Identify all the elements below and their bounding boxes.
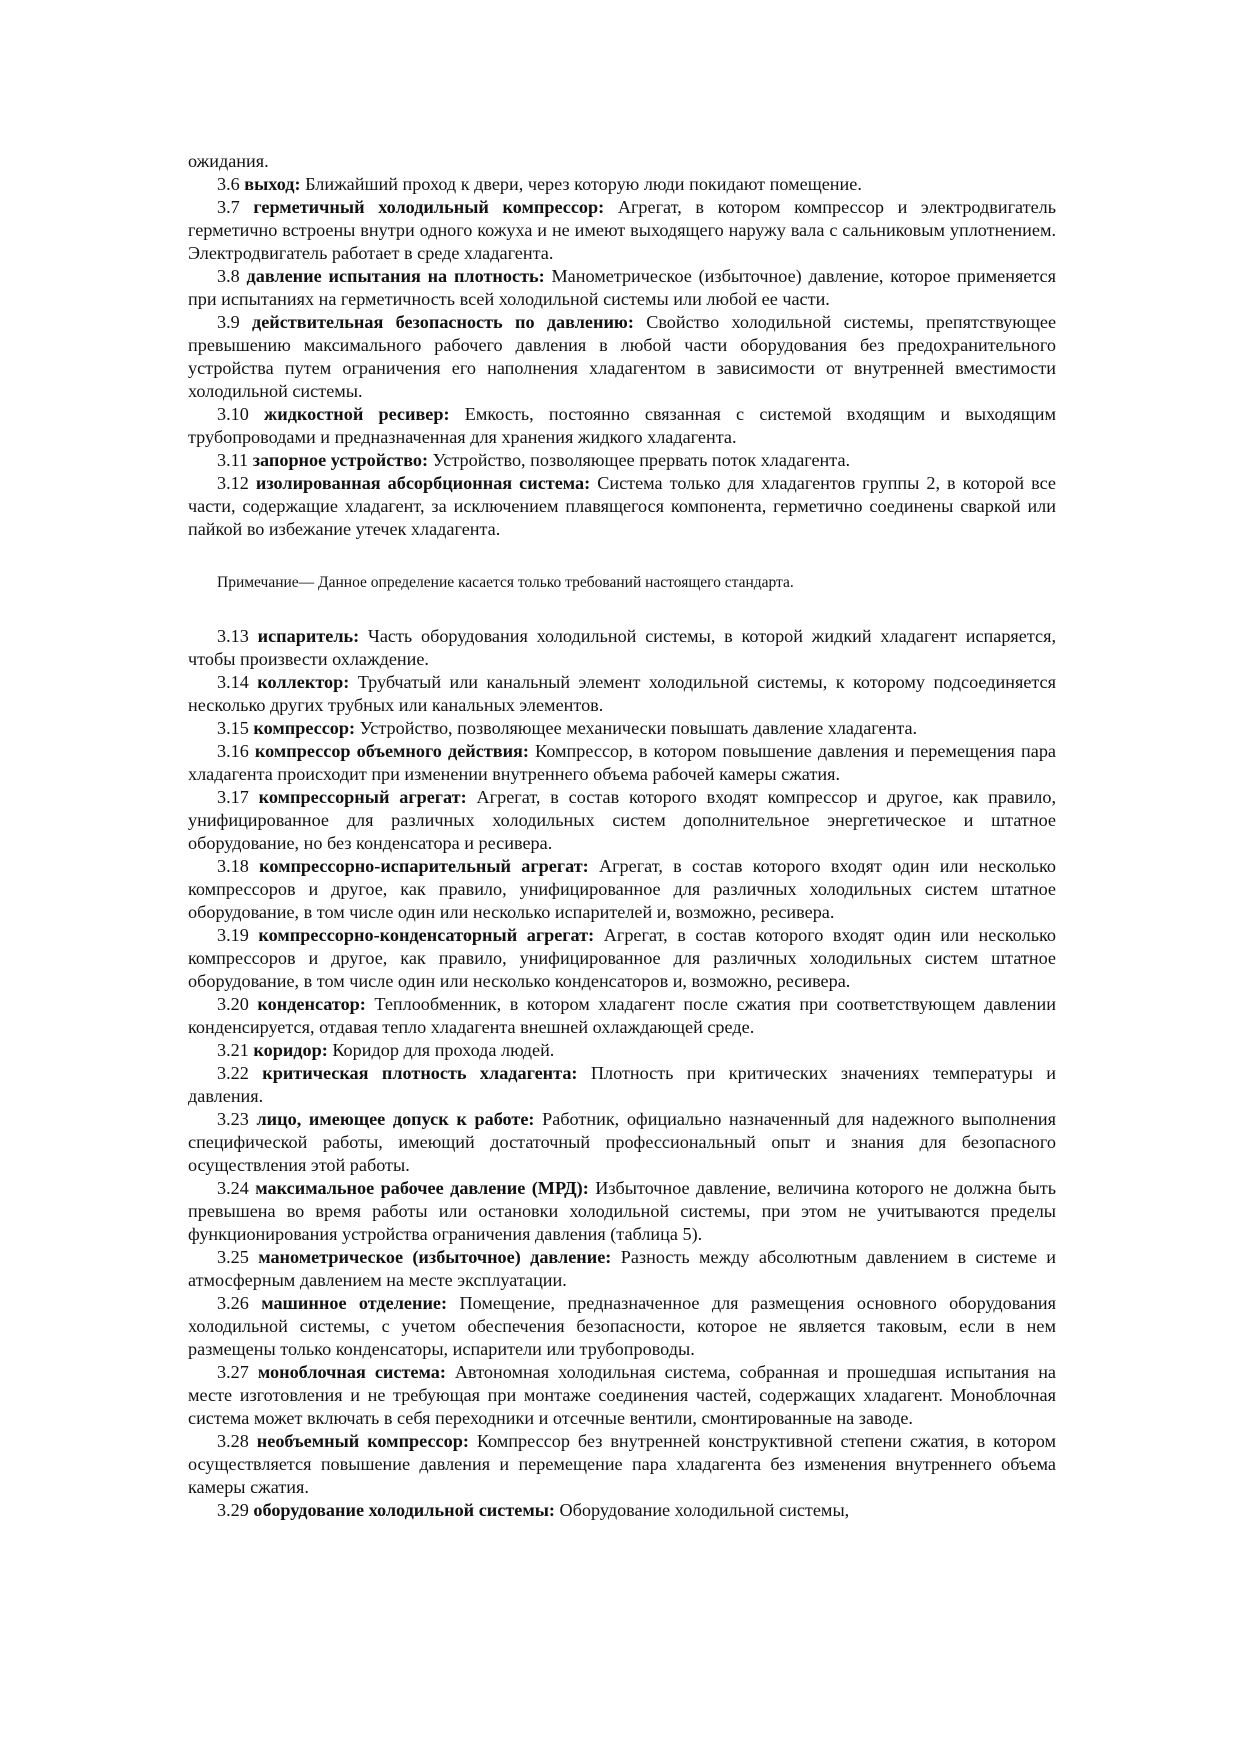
definition-number: 3.13	[217, 626, 249, 646]
note-text: Примечание— Данное определение касается только требований настоящего стандарта.	[217, 574, 794, 591]
definition-entry	[188, 924, 1056, 993]
definition-number: 3.20	[217, 994, 249, 1014]
definition-number: 3.10	[217, 404, 249, 424]
definition-entry	[188, 1292, 1056, 1361]
definition-term: коллектор:	[257, 672, 350, 692]
definition-text: Коридор для прохода людей.	[332, 1040, 555, 1060]
definition-entry	[188, 855, 1056, 924]
definition-text: Трубчатый или канальный элемент холодильной системы, к которому подсоединяется несколько других трубных или канальных элементов.	[188, 672, 1056, 715]
definition-number: 3.27	[217, 1362, 249, 1382]
definition-term: оборудование холодильной системы:	[253, 1500, 555, 1520]
definition-number: 3.23	[217, 1109, 249, 1129]
definition-text: Плотность при критических значениях температуры и давления.	[188, 1063, 1056, 1106]
definitions-before-note	[188, 173, 1056, 541]
definition-entry	[188, 403, 1056, 449]
definition-number: 3.17	[217, 787, 249, 807]
definition-text: Агрегат, в состав которого входят компрессор и другое, как правило, унифицированное для различных холодильных систем дополнительное энергетическое и штатное оборудование, но без конденсатора и ресивера.	[188, 787, 1057, 853]
definition-text: Емкость, постоянно связанная с системой входящим и выходящим трубопроводами и предназначенная для хранения жидкого хладагента.	[188, 404, 1056, 447]
definition-term: критическая плотность хладагента:	[262, 1063, 578, 1083]
definition-term: герметичный холодильный компрессор:	[253, 197, 605, 217]
definition-number: 3.24	[217, 1178, 249, 1198]
definition-number: 3.22	[217, 1063, 249, 1083]
definition-text: Агрегат, в котором компрессор и электродвигатель герметично встроены внутри одного кожуха и не имеют выходящего наружу вала с сальниковым уплотнением. Электродвигатель работает в среде хладагента.	[188, 197, 1057, 263]
definition-term: жидкостной ресивер:	[264, 404, 450, 424]
definition-text: Компрессор без внутренней конструктивной степени сжатия, в котором осуществляется повышение давления и перемещение пара хладагента без изменения внутреннего объема камеры сжатия.	[188, 1431, 1057, 1497]
definition-entry	[188, 1361, 1056, 1430]
definition-text: Агрегат, в состав которого входят один или несколько компрессоров и другое, как правило, унифицированное для различных холодильных систем штатное оборудование, в том числе один или несколько конденсаторов и, возможно, ресивера.	[188, 925, 1056, 991]
document-page	[188, 150, 1056, 1522]
definition-term: манометрическое (избыточное) давление:	[258, 1247, 612, 1267]
definition-term: компрессорно-испарительный агрегат:	[259, 856, 589, 876]
definition-entry	[188, 993, 1056, 1039]
definition-term: действительная безопасность по давлению:	[252, 312, 634, 332]
definition-entry	[188, 1039, 1056, 1062]
definition-text: Автономная холодильная система, собранная и прошедшая испытания на месте изготовления и не требующая при монтаже соединения частей, содержащих хладагент. Моноблочная система может включать в себя переходники и отсечные вентили, смонтированные на заводе.	[188, 1362, 1056, 1428]
definition-entry	[188, 671, 1056, 717]
definition-text: Избыточное давление, величина которого не должна быть превышена во время работы или остановки холодильной системы, при этом не учитываются пределы функционирования устройства ограничения давления (таблица 5).	[188, 1178, 1057, 1244]
definition-entry	[188, 196, 1056, 265]
definition-number: 3.15	[217, 718, 249, 738]
definition-entry	[188, 717, 1056, 740]
definition-number: 3.14	[217, 672, 249, 692]
definition-text: Теплообменник, в котором хладагент после сжатия при соответствующем давлении конденсируется, отдавая тепло хладагента внешней охлаждающей среде.	[188, 994, 1056, 1037]
definition-number: 3.26	[217, 1293, 249, 1313]
definition-entry	[188, 265, 1056, 311]
definition-term: коридор:	[253, 1040, 328, 1060]
definition-entry	[188, 472, 1056, 541]
definition-number: 3.7	[217, 197, 240, 217]
definition-term: давление испытания на плотность:	[246, 266, 545, 286]
definition-entry	[188, 1177, 1056, 1246]
definitions-after-note	[188, 625, 1056, 1522]
definition-number: 3.12	[217, 473, 249, 493]
definition-text: Работник, официально назначенный для надежного выполнения специфической работы, имеющий достаточный профессиональный опыт и знания для безопасного осуществления этой работы.	[188, 1109, 1057, 1175]
definition-entry	[188, 625, 1056, 671]
definition-entry	[188, 740, 1056, 786]
definition-term: компрессор:	[253, 718, 356, 738]
definition-text: Оборудование холодильной системы,	[559, 1500, 850, 1520]
definition-text: Разность между абсолютным давлением в системе и атмосферным давлением на месте эксплуатации.	[188, 1247, 1057, 1290]
definition-number: 3.19	[217, 925, 249, 945]
definition-term: машинное отделение:	[261, 1293, 448, 1313]
definition-number: 3.28	[217, 1431, 249, 1451]
definition-text: Манометрическое (избыточное) давление, которое применяется при испытаниях на герметичность всей холодильной системы или любой ее части.	[188, 266, 1056, 309]
definition-term: компрессор объемного действия:	[254, 741, 529, 761]
definition-text: Агрегат, в состав которого входят один или несколько компрессоров и другое, как правило, унифицированное для различных холодильных систем штатное оборудование, в том числе один или несколько испарителей и, возможно, ресивера.	[188, 856, 1057, 922]
definition-term: необъемный компрессор:	[256, 1431, 469, 1451]
definition-text: Устройство, позволяющее механически повышать давление хладагента.	[359, 718, 918, 738]
definition-number: 3.21	[217, 1040, 249, 1060]
definition-text: Компрессор, в котором повышение давления и перемещения пара хладагента происходит при изменении внутреннего объема рабочей камеры сжатия.	[188, 741, 1056, 784]
definition-number: 3.11	[217, 450, 249, 470]
definition-entry	[188, 449, 1056, 472]
definition-entry	[188, 1499, 1056, 1522]
definition-text: Ближайший проход к двери, через которую люди покидают помещение.	[305, 174, 862, 194]
definition-number: 3.16	[217, 741, 249, 761]
definition-number: 3.25	[217, 1247, 249, 1267]
definition-term: изолированная абсорбционная система:	[255, 473, 591, 493]
definition-term: испаритель:	[257, 626, 360, 646]
definition-term: конденсатор:	[257, 994, 366, 1014]
definition-term: запорное устройство:	[252, 450, 429, 470]
definition-entry	[188, 786, 1056, 855]
continuation-text: ожидания.	[188, 151, 269, 171]
definition-text: Помещение, предназначенное для размещения основного оборудования холодильной системы, с учетом обеспечения безопасности, которое не является таковым, если в нем размещены только конденсаторы, испарители или трубопроводы.	[188, 1293, 1057, 1359]
definition-entry	[188, 1108, 1056, 1177]
definition-term: лицо, имеющее допуск к работе:	[256, 1109, 535, 1129]
definition-number: 3.6	[217, 174, 240, 194]
definition-term: компрессорно-конденсаторный агрегат:	[258, 925, 595, 945]
definition-term: компрессорный агрегат:	[258, 787, 467, 807]
definition-entry	[188, 1246, 1056, 1292]
definition-term: максимальное рабочее давление (МРД):	[255, 1178, 589, 1198]
definition-text: Свойство холодильной системы, препятствующее превышению максимального рабочего давления в любой части оборудования без предохранительного устройства путем ограничения его наполнения хладагентом в зависимости от внутренней вместимости холодильной системы.	[188, 312, 1057, 401]
definition-term: выход:	[244, 174, 301, 194]
definition-entry	[188, 1062, 1056, 1108]
definition-number: 3.8	[217, 266, 240, 286]
definition-entry	[188, 311, 1056, 403]
definition-text: Часть оборудования холодильной системы, в которой жидкий хладагент испаряется, чтобы произвести охлаждение.	[188, 626, 1057, 669]
definition-term: моноблочная система:	[257, 1362, 446, 1382]
definition-text: Устройство, позволяющее прервать поток хладагента.	[432, 450, 851, 470]
definition-number: 3.9	[217, 312, 240, 332]
definition-number: 3.18	[217, 856, 249, 876]
definition-entry	[188, 173, 1056, 196]
definition-entry	[188, 1430, 1056, 1499]
definition-text: Система только для хладагентов группы 2, в которой все части, содержащие хладагент, за исключением плавящегося компонента, герметично соединены сваркой или пайкой во избежание утечек хладагента.	[188, 473, 1056, 539]
definition-number: 3.29	[217, 1500, 249, 1520]
